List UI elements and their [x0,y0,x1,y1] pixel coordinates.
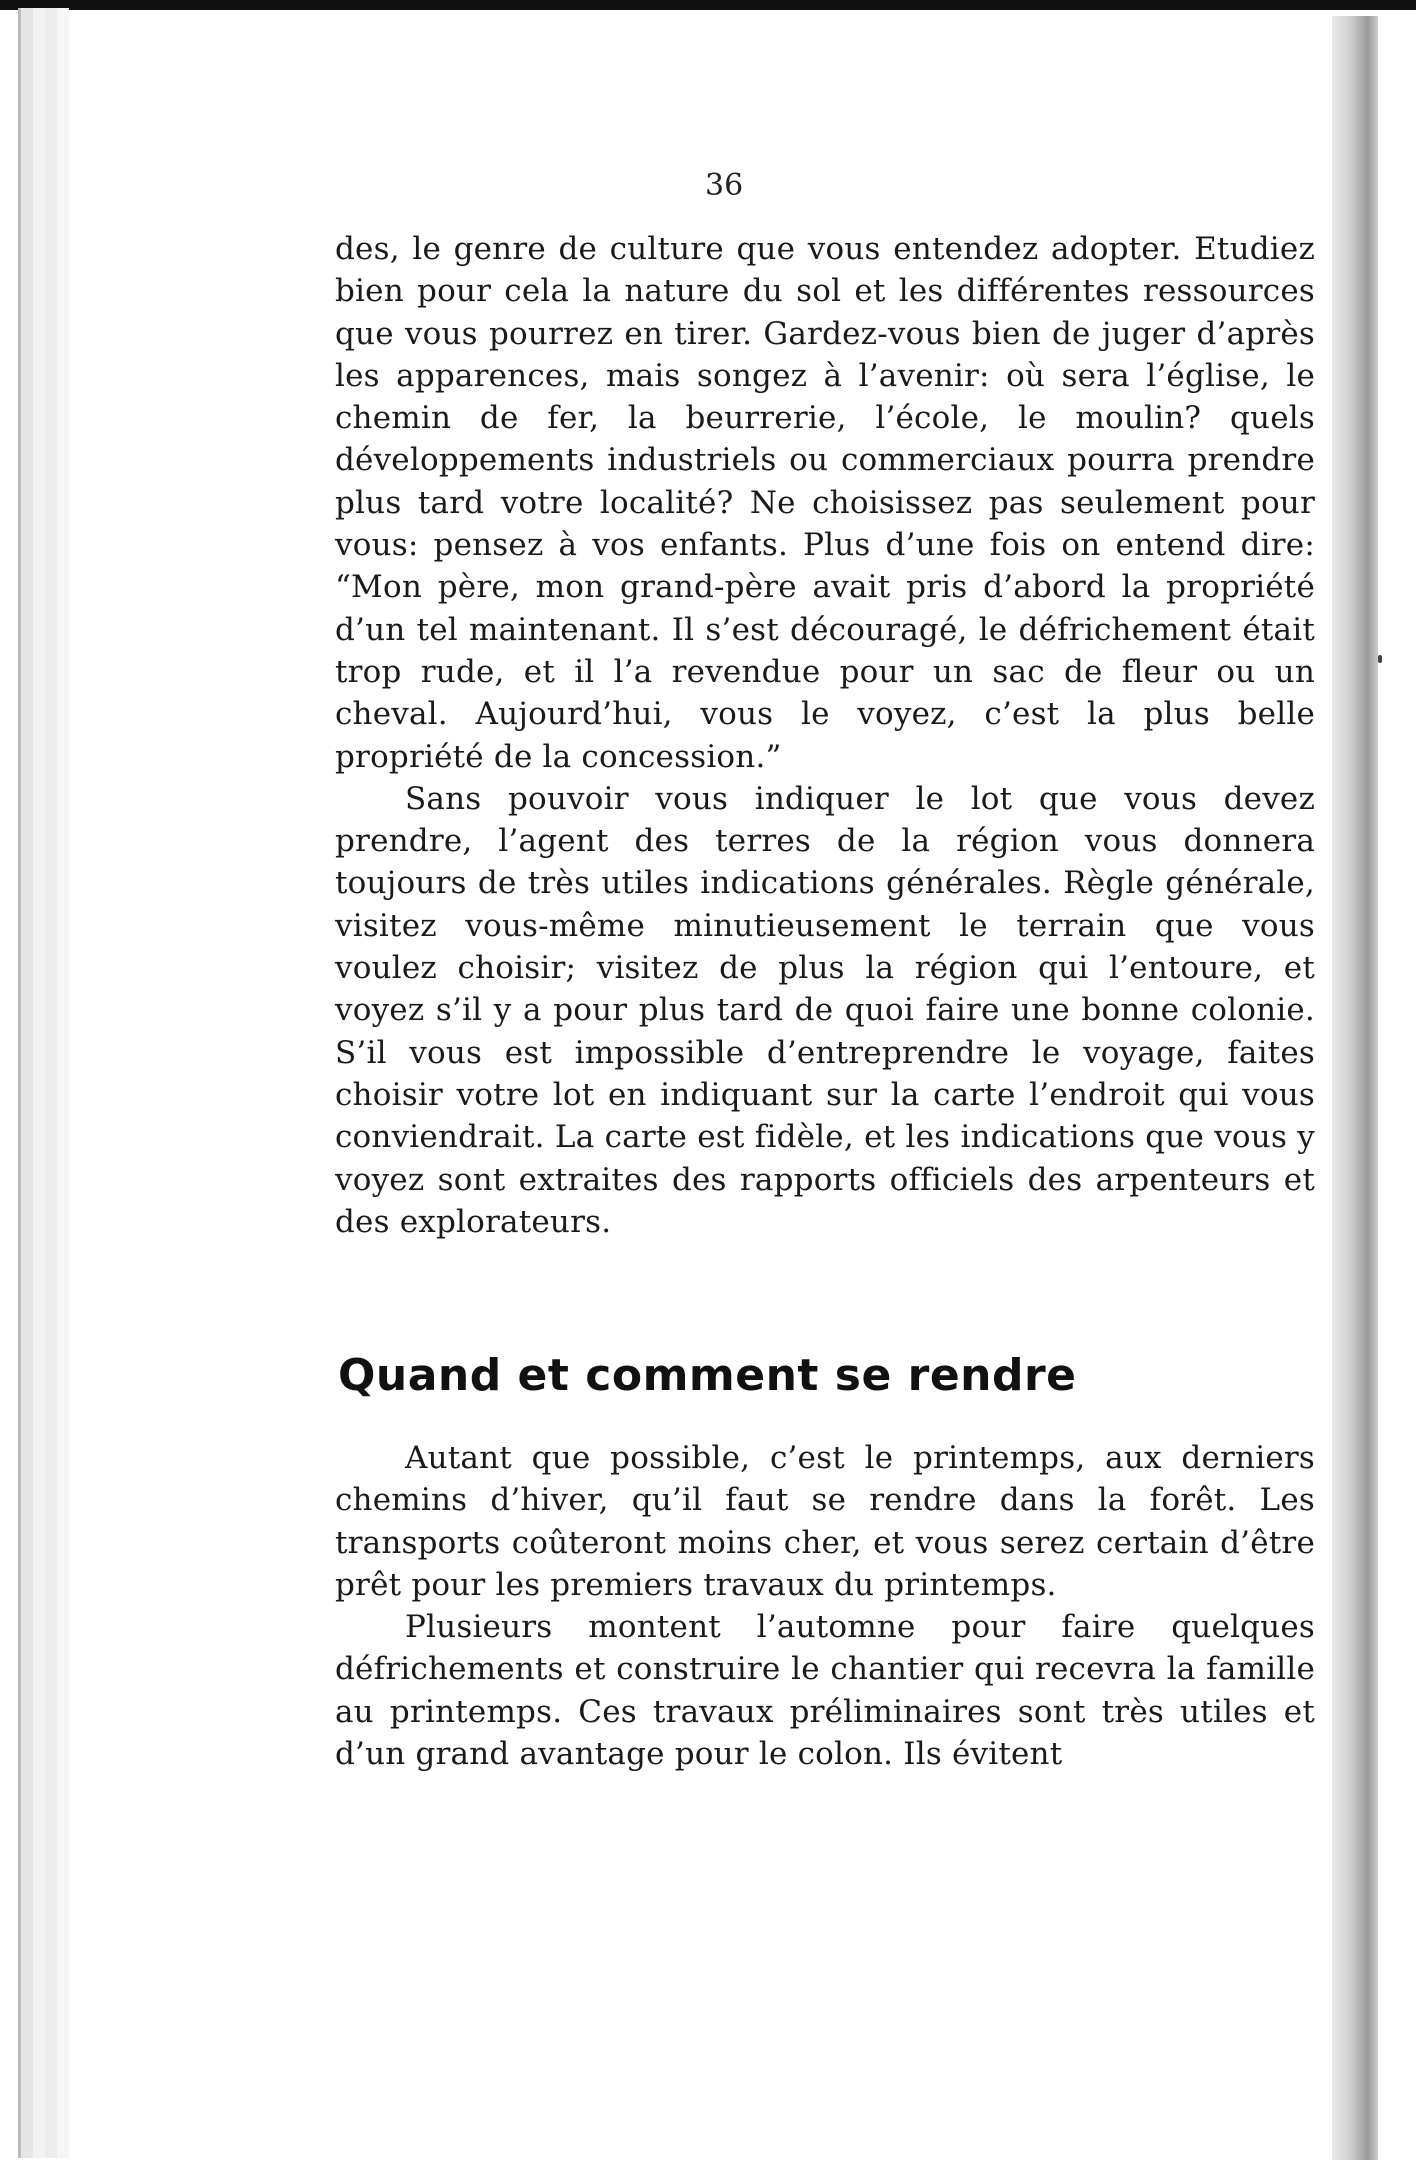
scan-top-border [0,0,1416,10]
book-spine-shadow [1330,16,1380,2160]
paragraph-3: Autant que possible, c’est le printemps, aux derniers chemins d’hiver, qu’il faut se rendre dans la forêt. Les transports coûteront moins cher, et vous serez certain d’être prêt pour les premiers travaux du printemps. [335,1440,1315,1603]
paragraph-4: Plusieurs montent l’automne pour faire quelques défrichements et construire le chantier qui recevra la famille au printemps. Ces travaux préliminaires sont très utiles et d’un grand avantage pour le colon. Ils évitent [335,1609,1315,1773]
scan-speck [1378,655,1382,663]
body-text-section-1 [335,228,1315,1243]
book-page-edges [18,8,91,2158]
section-heading: Quand et comment se rendre [338,1350,1077,1401]
paragraph-2: Sans pouvoir vous indiquer le lot que vous devez prendre, l’agent des terres de la région vous donnera toujours de très utiles indications générales. Règle générale, visitez vous-même minutieusement le terrain que vous voulez choisir; visitez de plus la région qui l’entoure, et voyez s’il y a pour plus tard de quoi faire une bonne colonie. S’il vous est impossible d’entreprendre le voyage, faites choisir votre lot en indiquant sur la carte l’endroit qui vous conviendrait. La carte est fidèle, et les indications que vous y voyez sont extraites des rapports officiels des arpenteurs et des explorateurs. [335,780,1315,1240]
paragraph-1: des, le genre de culture que vous entendez adopter. Etudiez bien pour cela la nature du sol et les différentes ressources que vous pourrez en tirer. Gardez-vous bien de juger d’après les apparences, mais songez à l’avenir: où sera l’église, le chemin de fer, la beurrerie, l’école, le moulin? quels développements industriels ou commerciaux pourra prendre plus tard votre localité? Ne choisissez pas seulement pour vous: pensez à vos enfants. Plus d’une fois on entend dire: “Mon père, mon grand-père avait pris d’abord la propriété d’un tel maintenant. Il s’est découragé, le défrichement était trop rude, et il l’a revendue pour un sac de fleur ou un cheval. Aujourd’hui, vous le voyez, c’est la plus belle propriété de la concession.” [335,231,1315,775]
page-number: 36 [705,168,744,203]
body-text-section-2 [335,1437,1315,1775]
scan-right-margin [1378,10,1416,2160]
